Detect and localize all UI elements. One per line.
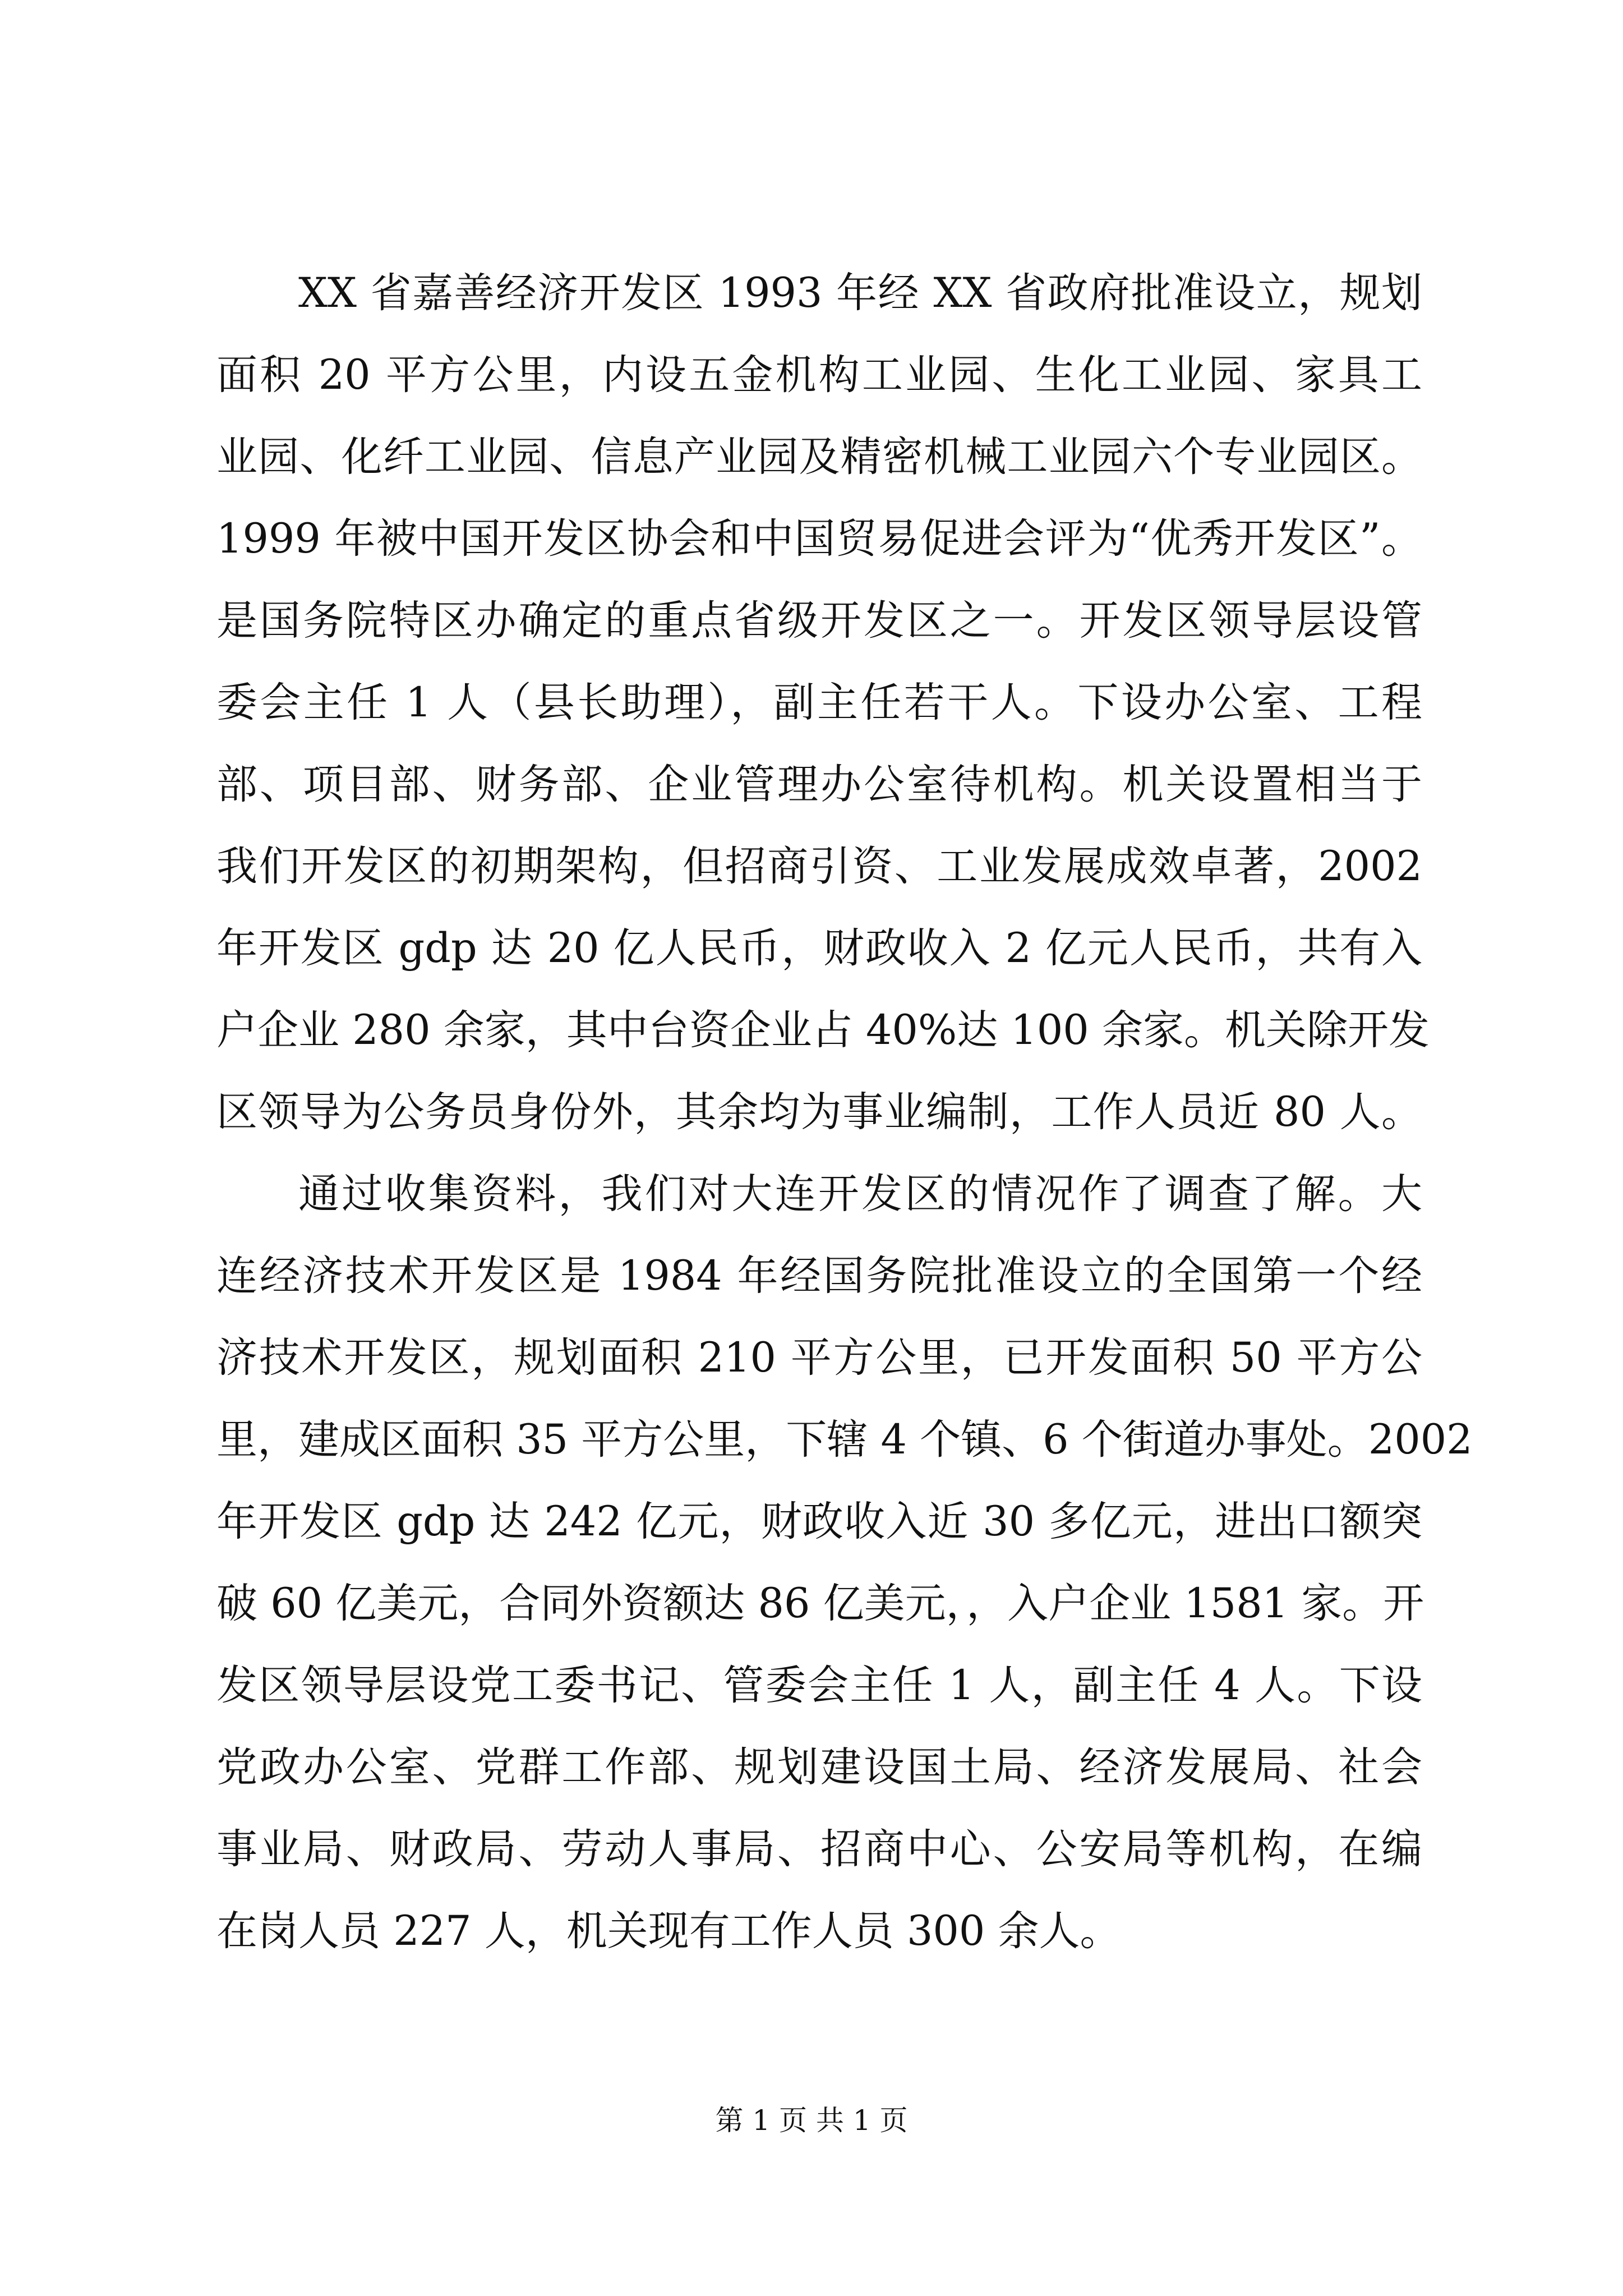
- paragraph-line: 连经济技术开发区是 1984 年经国务院批准设立的全国第一个经: [216, 1252, 1422, 1300]
- paragraph-line: 面积 20 平方公里，内设五金机构工业园、生化工业园、家具工: [216, 351, 1422, 399]
- paragraph-line: 区领导为公务员身份外，其余均为事业编制，工作人员近 80 人。: [216, 1088, 1422, 1136]
- paragraph-2: [216, 1153, 1473, 1972]
- paragraph-line: 部、项目部、财务部、企业管理办公室待机构。机关设置相当于: [216, 761, 1422, 808]
- paragraph-line: 我们开发区的初期架构，但招商引资、工业发展成效卓著，2002: [216, 843, 1422, 890]
- paragraph-line: 事业局、财政局、劳动人事局、招商中心、公安局等机构，在编: [216, 1825, 1422, 1873]
- paragraph-line: 委会主任 1 人（县长助理），副主任若干人。下设办公室、工程: [216, 679, 1422, 726]
- paragraph-line: 里，建成区面积 35 平方公里，下辖 4 个镇、6 个街道办事处。2002: [216, 1416, 1473, 1464]
- paragraph-line: 破 60 亿美元，合同外资额达 86 亿美元，，入户企业 1581 家。开: [216, 1580, 1424, 1627]
- paragraph-1: [216, 252, 1430, 1153]
- paragraph-line: 1999 年被中国开发区协会和中国贸易促进会评为“优秀开发区”。: [216, 515, 1422, 563]
- paragraph-line: 业园、化纤工业园、信息产业园及精密机械工业园六个专业园区。: [216, 433, 1422, 481]
- document-body: [216, 252, 1473, 1972]
- paragraph-line: 济技术开发区，规划面积 210 平方公里，已开发面积 50 平方公: [216, 1334, 1422, 1382]
- page-footer: [0, 2101, 1623, 2140]
- page-number-label: 第 1 页 共 1 页: [715, 2104, 908, 2137]
- paragraph-line: 发区领导层设党工委书记、管委会主任 1 人，副主任 4 人。下设: [216, 1662, 1422, 1709]
- paragraph-line: 通过收集资料，我们对大连开发区的情况作了调查了解。大: [298, 1170, 1422, 1218]
- paragraph-line: XX 省嘉善经济开发区 1993 年经 XX 省政府批准设立，规划: [298, 269, 1422, 317]
- paragraph-line: 年开发区 gdp 达 242 亿元，财政收入近 30 多亿元，进出口额突: [216, 1498, 1422, 1545]
- paragraph-line: 在岗人员 227 人，机关现有工作人员 300 余人。: [216, 1907, 1121, 1955]
- paragraph-line: 户企业 280 余家，其中台资企业占 40%达 100 余家。机关除开发: [216, 1006, 1430, 1054]
- paragraph-line: 是国务院特区办确定的重点省级开发区之一。开发区领导层设管: [216, 597, 1422, 645]
- paragraph-line: 年开发区 gdp 达 20 亿人民币，财政收入 2 亿元人民币，共有入: [216, 924, 1422, 972]
- paragraph-line: 党政办公室、党群工作部、规划建设国土局、经济发展局、社会: [216, 1743, 1422, 1791]
